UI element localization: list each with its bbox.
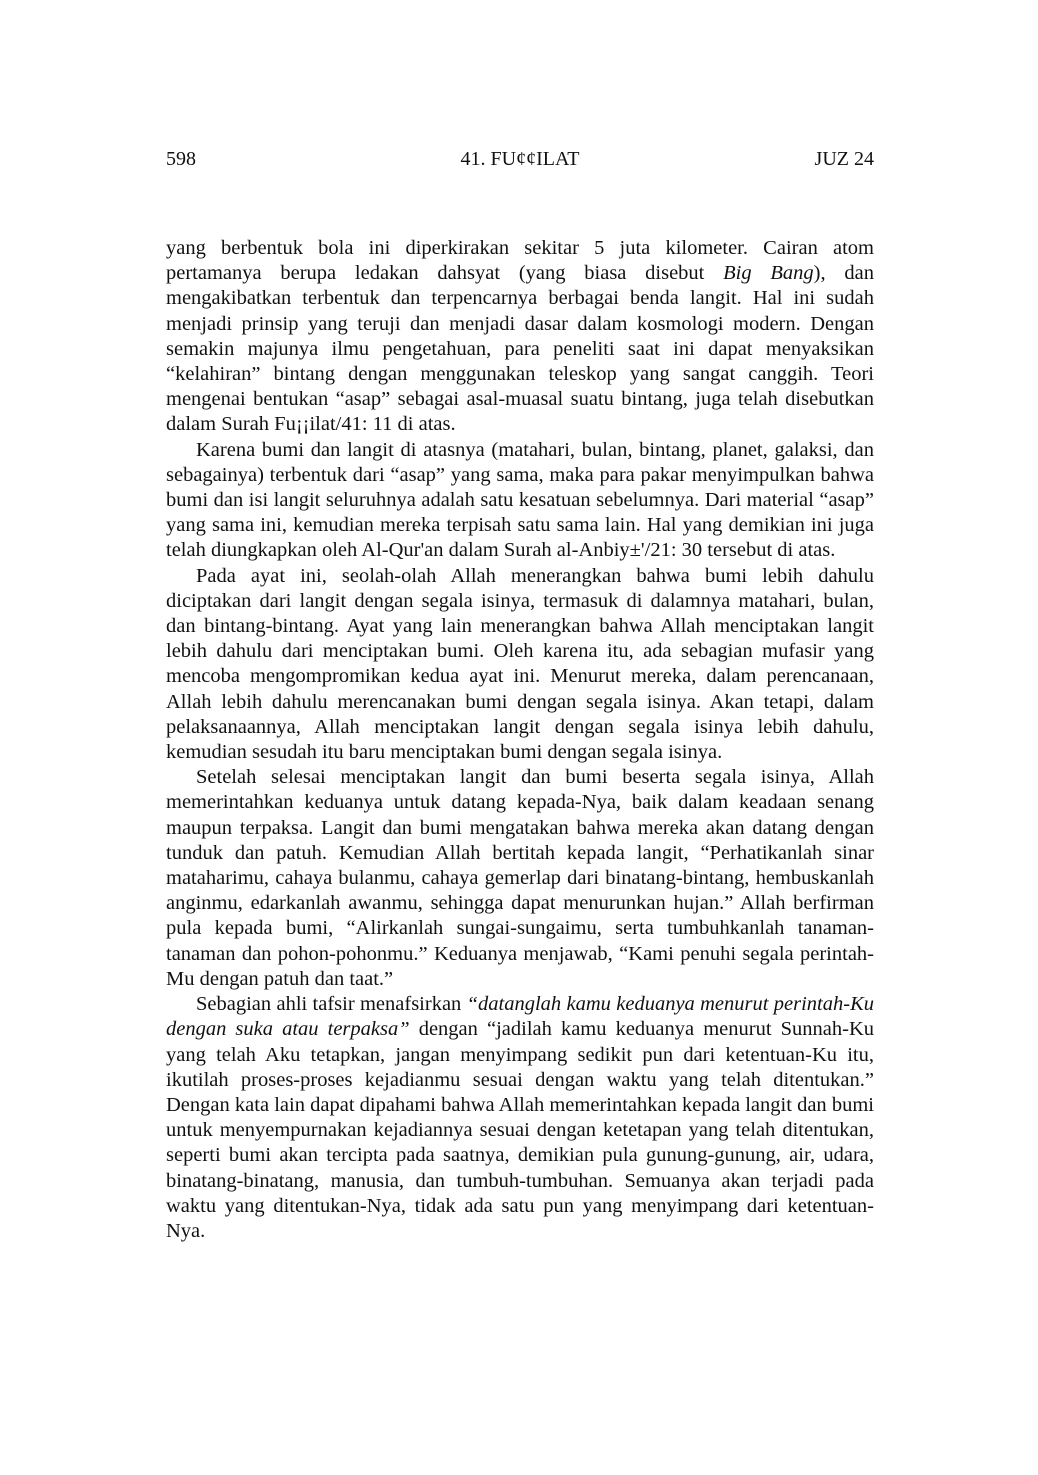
body-text	[166, 236, 874, 1244]
paragraph	[166, 564, 874, 766]
text-segment: ), dan mengakibatkan terbentuk dan terpencarnya berbagai benda langit. Hal ini sudah menjadi prinsip yang teruji dan menjadi dasar dalam kosmologi modern. Dengan semakin majunya ilmu pengetahuan, para peneliti saat ini dapat menyaksikan “kelahiran” bintang dengan menggunakan teleskop yang sangat canggih. Teori mengenai bentukan “asap” sebagai asal-muasal suatu bintang, juga telah disebutkan dalam Surah Fu¡¡ilat/41: 11 di atas.	[166, 262, 874, 436]
chapter-title: 41. FU¢¢ILAT	[460, 148, 580, 170]
paragraph	[166, 236, 874, 438]
page-number: 598	[166, 148, 196, 170]
paragraph	[166, 765, 874, 992]
text-segment-italic: “datanglah kamu keduanya menurut perintah-Ku dengan suka atau terpaksa”	[166, 993, 874, 1041]
text-segment: dengan “jadilah kamu keduanya menurut Sunnah-Ku yang telah Aku tetapkan, jangan menyimpang sedikit pun dari ketentuan-Ku itu, ikutilah proses-proses kejadianmu sesuai dengan waktu yang telah ditentukan.” Dengan kata lain dapat dipahami bahwa Allah memerintahkan kepada langit dan bumi untuk menyempurnakan kejadiannya sesuai dengan ketetapan yang telah ditentukan, seperti bumi akan tercipta pada saatnya, demikian pula gunung-gunung, air, udara, binatang-binatang, manusia, dan tumbuh-tumbuhan. Semuanya akan terjadi pada waktu yang ditentukan-Nya, tidak ada satu pun yang menyimpang dari ketentuan-Nya.	[166, 1018, 874, 1242]
text-segment-italic: Big Bang	[723, 262, 814, 285]
text-segment: Karena bumi dan langit di atasnya (matahari, bulan, bintang, planet, galaksi, dan sebagainya) terbentuk dari “asap” yang sama, maka para pakar menyimpulkan bahwa bumi dan isi langit seluruhnya adalah satu kesatuan sebelumnya. Dari material “asap” yang sama ini, kemudian mereka terpisah satu sama lain. Hal yang demikian ini juga telah diungkapkan oleh Al-Qur'an dalam Surah al-Anbiy±'/21: 30 tersebut di atas.	[166, 438, 874, 562]
text-segment: Sebagian ahli tafsir menafsirkan	[196, 993, 467, 1016]
text-segment: Setelah selesai menciptakan langit dan bumi beserta segala isinya, Allah memerintahkan keduanya untuk datang kepada-Nya, baik dalam keadaan senang maupun terpaksa. Langit dan bumi mengatakan bahwa mereka akan datang dengan tunduk dan patuh. Kemudian Allah bertitah kepada langit, “Perhatikanlah sinar mataharimu, cahaya bulanmu, cahaya gemerlap dari binatang-bintang, hembuskanlah anginmu, edarkanlah awanmu, sehingga dapat menurunkan hujan.” Allah berfirman pula kepada bumi, “Alirkanlah sungai-sungaimu, serta tumbuhkanlah tanaman-tanaman dan pohon-pohonmu.” Keduanya menjawab, “Kami penuhi segala perintah-Mu dengan patuh dan taat.”	[166, 766, 874, 990]
paragraph	[166, 438, 874, 564]
juz-label: JUZ 24	[814, 148, 874, 170]
text-segment: Pada ayat ini, seolah-olah Allah menerangkan bahwa bumi lebih dahulu diciptakan dari langit dengan segala isinya, termasuk di dalamnya matahari, bulan, dan bintang-bintang. Ayat yang lain menerangkan bahwa Allah menciptakan langit lebih dahulu dari menciptakan bumi. Oleh karena itu, ada sebagian mufasir yang mencoba mengompromikan kedua ayat ini. Menurut mereka, dalam perencanaan, Allah lebih dahulu merencanakan bumi dengan segala isinya. Akan tetapi, dalam pelaksanaannya, Allah menciptakan langit dengan segala isinya lebih dahulu, kemudian sesudah itu baru menciptakan bumi dengan segala isinya.	[166, 564, 874, 764]
text-segment: yang berbentuk bola ini diperkirakan sekitar 5 juta kilometer. Cairan atom pertamanya berupa ledakan dahsyat (yang biasa disebut	[166, 237, 874, 285]
page-header	[166, 146, 874, 172]
paragraph	[166, 992, 874, 1244]
